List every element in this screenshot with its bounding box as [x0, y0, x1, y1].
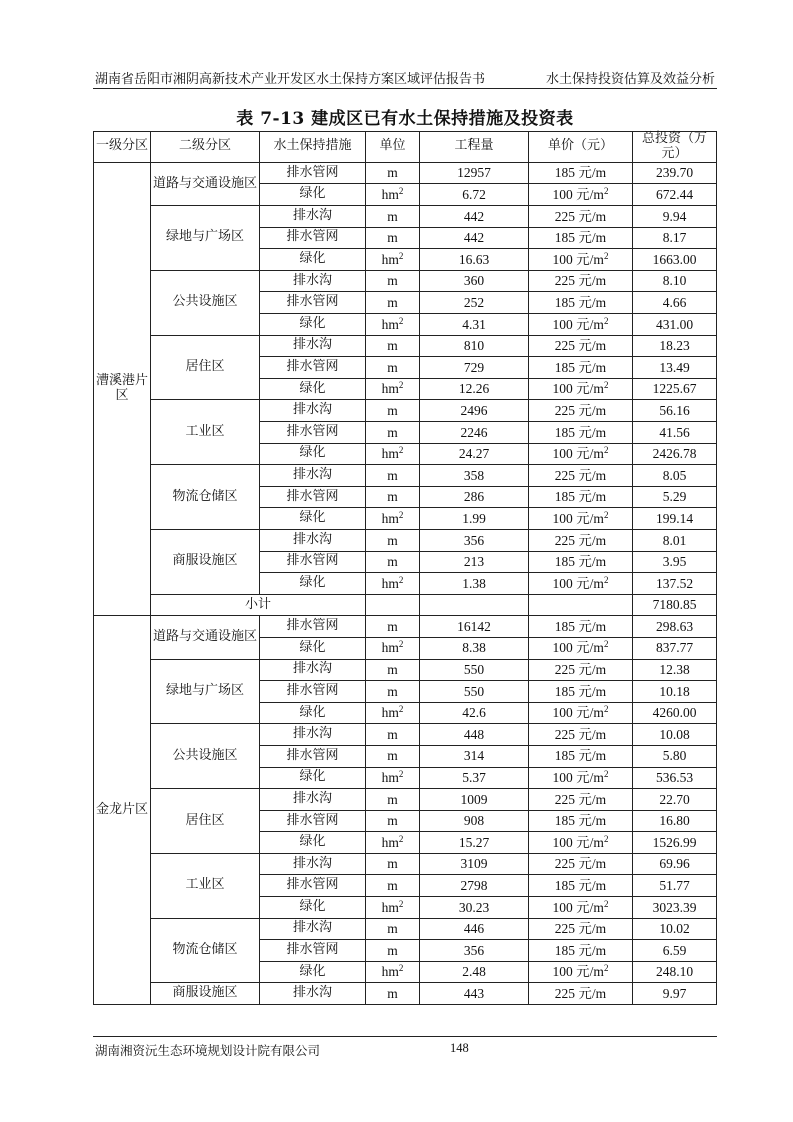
unit-price-cell: 225 元/m	[529, 724, 633, 746]
subtotal-label-cell: 小计	[151, 594, 366, 616]
total-investment-cell: 536.53	[633, 767, 717, 789]
quantity-cell: 314	[420, 745, 529, 767]
measure-cell: 排水管网	[260, 745, 366, 767]
quantity-cell: 24.27	[420, 443, 529, 465]
total-investment-cell: 69.96	[633, 853, 717, 875]
table-title: 表 7-13 建成区已有水土保持措施及投资表	[236, 109, 574, 129]
unit-cell: m	[366, 162, 420, 184]
measure-cell: 绿化	[260, 378, 366, 400]
unit-price-cell: 185 元/m	[529, 422, 633, 444]
quantity-cell: 446	[420, 918, 529, 940]
total-investment-cell: 837.77	[633, 637, 717, 659]
table-row	[94, 659, 717, 681]
total-investment-cell: 239.70	[633, 162, 717, 184]
unit-cell: m	[366, 335, 420, 357]
quantity-cell: 3109	[420, 853, 529, 875]
unit-cell: m	[366, 810, 420, 832]
quantity-cell: 1.99	[420, 508, 529, 530]
total-investment-cell: 2426.78	[633, 443, 717, 465]
quantity-cell: 8.38	[420, 637, 529, 659]
quantity-cell: 442	[420, 227, 529, 249]
unit-price-cell: 185 元/m	[529, 681, 633, 703]
unit-price-cell: 100 元$/m^2$	[529, 314, 633, 336]
secondary-zone-cell: 工业区	[151, 400, 260, 465]
unit-cell: m	[366, 400, 420, 422]
total-investment-cell: 8.01	[633, 529, 717, 551]
measure-cell: 排水管网	[260, 486, 366, 508]
measure-cell: 排水沟	[260, 270, 366, 292]
secondary-zone-cell: 居住区	[151, 789, 260, 854]
column-header: 一级分区	[94, 132, 151, 163]
unit-price-cell: 100 元$/m^2$	[529, 378, 633, 400]
total-investment-cell: 5.29	[633, 486, 717, 508]
column-header: 总投资（万元）	[633, 132, 717, 163]
total-investment-cell: 13.49	[633, 357, 717, 379]
table-row	[94, 853, 717, 875]
subtotal-row	[94, 594, 717, 616]
quantity-cell: 16.63	[420, 249, 529, 271]
unit-cell: m	[366, 940, 420, 962]
total-investment-cell: 56.16	[633, 400, 717, 422]
column-header: 水土保持措施	[260, 132, 366, 163]
quantity-cell: 360	[420, 270, 529, 292]
investment-table	[93, 131, 717, 1005]
total-investment-cell: 5.80	[633, 745, 717, 767]
table-row	[94, 724, 717, 746]
total-investment-cell: 9.97	[633, 983, 717, 1005]
secondary-zone-cell: 物流仓储区	[151, 918, 260, 983]
secondary-zone-cell: 商服设施区	[151, 983, 260, 1005]
secondary-zone-cell: 商服设施区	[151, 529, 260, 594]
table-row	[94, 789, 717, 811]
unit-cell: m	[366, 918, 420, 940]
secondary-zone-cell: 绿地与广场区	[151, 659, 260, 724]
unit-cell: m	[366, 292, 420, 314]
header-chapter-title: 水土保持投资估算及效益分析	[545, 72, 715, 87]
unit-cell: m	[366, 422, 420, 444]
unit-cell: m	[366, 724, 420, 746]
measure-cell: 绿化	[260, 897, 366, 919]
total-investment-cell: 22.70	[633, 789, 717, 811]
measure-cell: 绿化	[260, 314, 366, 336]
unit-price-cell: 225 元/m	[529, 465, 633, 487]
total-investment-cell: 8.10	[633, 270, 717, 292]
unit-cell: m	[366, 681, 420, 703]
unit-cell: m	[366, 486, 420, 508]
measure-cell: 排水管网	[260, 940, 366, 962]
quantity-cell: 12.26	[420, 378, 529, 400]
quantity-cell: 2246	[420, 422, 529, 444]
measure-cell: 排水沟	[260, 983, 366, 1005]
unit-price-cell: 185 元/m	[529, 810, 633, 832]
table-row	[94, 335, 717, 357]
total-investment-cell: 199.14	[633, 508, 717, 530]
table-row	[94, 529, 717, 551]
unit-price-cell: 100 元$/m^2$	[529, 573, 633, 595]
unit-price-cell: 225 元/m	[529, 853, 633, 875]
total-investment-cell: 8.05	[633, 465, 717, 487]
quantity-cell: 356	[420, 940, 529, 962]
unit-price-cell: 185 元/m	[529, 875, 633, 897]
measure-cell: 绿化	[260, 961, 366, 983]
unit-price-cell: 225 元/m	[529, 983, 633, 1005]
measure-cell: 排水管网	[260, 875, 366, 897]
unit-cell: $hm^2$	[366, 378, 420, 400]
total-investment-cell: 10.08	[633, 724, 717, 746]
secondary-zone-cell: 公共设施区	[151, 724, 260, 789]
quantity-cell: 12957	[420, 162, 529, 184]
total-investment-cell: 1526.99	[633, 832, 717, 854]
quantity-cell: 2496	[420, 400, 529, 422]
page-number: 148	[450, 1041, 469, 1055]
column-header: 单位	[366, 132, 420, 163]
unit-cell: $hm^2$	[366, 637, 420, 659]
unit-price-cell: 100 元$/m^2$	[529, 249, 633, 271]
unit-price-cell: 100 元$/m^2$	[529, 961, 633, 983]
quantity-cell: 908	[420, 810, 529, 832]
total-investment-cell: 431.00	[633, 314, 717, 336]
unit-cell: m	[366, 875, 420, 897]
unit-cell: $hm^2$	[366, 832, 420, 854]
measure-cell: 排水沟	[260, 918, 366, 940]
total-investment-cell: 298.63	[633, 616, 717, 638]
unit-price-cell: 225 元/m	[529, 206, 633, 228]
table-header-row	[94, 132, 717, 163]
unit-cell: m	[366, 357, 420, 379]
measure-cell: 排水沟	[260, 789, 366, 811]
measure-cell: 排水管网	[260, 551, 366, 573]
column-header: 二级分区	[151, 132, 260, 163]
primary-zone-cell: 金龙片区	[94, 616, 151, 1005]
quantity-cell: 810	[420, 335, 529, 357]
unit-cell: m	[366, 227, 420, 249]
footer-divider	[93, 1036, 717, 1037]
secondary-zone-cell: 工业区	[151, 853, 260, 918]
quantity-cell: 356	[420, 529, 529, 551]
measure-cell: 绿化	[260, 184, 366, 206]
measure-cell: 排水管网	[260, 292, 366, 314]
measure-cell: 绿化	[260, 637, 366, 659]
secondary-zone-cell: 道路与交通设施区	[151, 616, 260, 659]
unit-cell: $hm^2$	[366, 767, 420, 789]
table-row	[94, 983, 717, 1005]
table-row	[94, 465, 717, 487]
unit-price-cell: 185 元/m	[529, 551, 633, 573]
total-investment-cell: 4260.00	[633, 702, 717, 724]
quantity-cell: 286	[420, 486, 529, 508]
measure-cell: 绿化	[260, 702, 366, 724]
unit-cell: m	[366, 465, 420, 487]
quantity-cell: 443	[420, 983, 529, 1005]
quantity-cell: 2.48	[420, 961, 529, 983]
measure-cell: 绿化	[260, 767, 366, 789]
measure-cell: 绿化	[260, 443, 366, 465]
measure-cell: 排水管网	[260, 616, 366, 638]
column-header: 单价（元）	[529, 132, 633, 163]
empty-cell	[366, 594, 420, 616]
table-row	[94, 206, 717, 228]
measure-cell: 排水沟	[260, 400, 366, 422]
total-investment-cell: 1225.67	[633, 378, 717, 400]
header-document-title: 湖南省岳阳市湘阴高新技术产业开发区水土保持方案区域评估报告书	[95, 72, 486, 87]
empty-cell	[420, 594, 529, 616]
total-investment-cell: 4.66	[633, 292, 717, 314]
unit-price-cell: 185 元/m	[529, 940, 633, 962]
subtotal-total-cell: 7180.85	[633, 594, 717, 616]
unit-price-cell: 185 元/m	[529, 227, 633, 249]
unit-cell: $hm^2$	[366, 443, 420, 465]
unit-price-cell: 100 元$/m^2$	[529, 832, 633, 854]
unit-cell: m	[366, 529, 420, 551]
unit-price-cell: 225 元/m	[529, 789, 633, 811]
unit-cell: m	[366, 206, 420, 228]
table-row	[94, 270, 717, 292]
measure-cell: 绿化	[260, 508, 366, 530]
table-row	[94, 400, 717, 422]
unit-price-cell: 100 元$/m^2$	[529, 702, 633, 724]
total-investment-cell: 248.10	[633, 961, 717, 983]
quantity-cell: 1.38	[420, 573, 529, 595]
quantity-cell: 5.37	[420, 767, 529, 789]
quantity-cell: 2798	[420, 875, 529, 897]
quantity-cell: 442	[420, 206, 529, 228]
table-row	[94, 162, 717, 184]
unit-price-cell: 100 元$/m^2$	[529, 443, 633, 465]
unit-price-cell: 100 元$/m^2$	[529, 637, 633, 659]
measure-cell: 排水沟	[260, 853, 366, 875]
table-row	[94, 918, 717, 940]
secondary-zone-cell: 物流仓储区	[151, 465, 260, 530]
measure-cell: 排水沟	[260, 529, 366, 551]
total-investment-cell: 18.23	[633, 335, 717, 357]
measure-cell: 排水管网	[260, 227, 366, 249]
measure-cell: 排水沟	[260, 465, 366, 487]
unit-price-cell: 225 元/m	[529, 659, 633, 681]
unit-cell: m	[366, 745, 420, 767]
unit-cell: m	[366, 789, 420, 811]
unit-cell: $hm^2$	[366, 897, 420, 919]
total-investment-cell: 10.02	[633, 918, 717, 940]
total-investment-cell: 137.52	[633, 573, 717, 595]
unit-price-cell: 100 元$/m^2$	[529, 184, 633, 206]
total-investment-cell: 41.56	[633, 422, 717, 444]
measure-cell: 排水管网	[260, 422, 366, 444]
unit-cell: m	[366, 551, 420, 573]
header-divider	[93, 88, 717, 89]
quantity-cell: 729	[420, 357, 529, 379]
quantity-cell: 42.6	[420, 702, 529, 724]
measure-cell: 排水沟	[260, 659, 366, 681]
primary-zone-cell: 漕溪港片区	[94, 162, 151, 615]
unit-cell: $hm^2$	[366, 184, 420, 206]
column-header: 工程量	[420, 132, 529, 163]
quantity-cell: 252	[420, 292, 529, 314]
unit-price-cell: 185 元/m	[529, 616, 633, 638]
unit-cell: $hm^2$	[366, 961, 420, 983]
unit-cell: m	[366, 853, 420, 875]
measure-cell: 绿化	[260, 832, 366, 854]
measure-cell: 排水沟	[260, 724, 366, 746]
unit-price-cell: 225 元/m	[529, 270, 633, 292]
measure-cell: 排水管网	[260, 810, 366, 832]
secondary-zone-cell: 居住区	[151, 335, 260, 400]
total-investment-cell: 9.94	[633, 206, 717, 228]
total-investment-cell: 12.38	[633, 659, 717, 681]
quantity-cell: 550	[420, 681, 529, 703]
total-investment-cell: 16.80	[633, 810, 717, 832]
unit-price-cell: 225 元/m	[529, 400, 633, 422]
measure-cell: 排水管网	[260, 681, 366, 703]
empty-cell	[529, 594, 633, 616]
total-investment-cell: 672.44	[633, 184, 717, 206]
total-investment-cell: 1663.00	[633, 249, 717, 271]
unit-price-cell: 185 元/m	[529, 162, 633, 184]
table-body	[94, 162, 717, 1004]
measure-cell: 排水沟	[260, 206, 366, 228]
unit-price-cell: 100 元$/m^2$	[529, 897, 633, 919]
quantity-cell: 213	[420, 551, 529, 573]
unit-cell: $hm^2$	[366, 314, 420, 336]
footer-company: 湖南湘资沅生态环境规划设计院有限公司	[95, 1043, 321, 1058]
quantity-cell: 15.27	[420, 832, 529, 854]
table-row	[94, 616, 717, 638]
unit-cell: $hm^2$	[366, 573, 420, 595]
quantity-cell: 358	[420, 465, 529, 487]
quantity-cell: 6.72	[420, 184, 529, 206]
secondary-zone-cell: 绿地与广场区	[151, 206, 260, 271]
secondary-zone-cell: 公共设施区	[151, 270, 260, 335]
total-investment-cell: 3.95	[633, 551, 717, 573]
unit-price-cell: 100 元$/m^2$	[529, 767, 633, 789]
measure-cell: 排水沟	[260, 335, 366, 357]
total-investment-cell: 8.17	[633, 227, 717, 249]
secondary-zone-cell: 道路与交通设施区	[151, 162, 260, 205]
measure-cell: 绿化	[260, 249, 366, 271]
unit-price-cell: 185 元/m	[529, 486, 633, 508]
unit-cell: $hm^2$	[366, 702, 420, 724]
unit-price-cell: 185 元/m	[529, 357, 633, 379]
quantity-cell: 1009	[420, 789, 529, 811]
total-investment-cell: 10.18	[633, 681, 717, 703]
unit-price-cell: 225 元/m	[529, 529, 633, 551]
quantity-cell: 4.31	[420, 314, 529, 336]
unit-price-cell: 185 元/m	[529, 745, 633, 767]
unit-cell: m	[366, 270, 420, 292]
unit-cell: m	[366, 983, 420, 1005]
total-investment-cell: 3023.39	[633, 897, 717, 919]
measure-cell: 排水管网	[260, 162, 366, 184]
unit-price-cell: 225 元/m	[529, 918, 633, 940]
measure-cell: 排水管网	[260, 357, 366, 379]
unit-cell: $hm^2$	[366, 249, 420, 271]
total-investment-cell: 6.59	[633, 940, 717, 962]
unit-cell: m	[366, 616, 420, 638]
total-investment-cell: 51.77	[633, 875, 717, 897]
unit-price-cell: 225 元/m	[529, 335, 633, 357]
quantity-cell: 448	[420, 724, 529, 746]
unit-cell: $hm^2$	[366, 508, 420, 530]
quantity-cell: 30.23	[420, 897, 529, 919]
unit-price-cell: 100 元$/m^2$	[529, 508, 633, 530]
quantity-cell: 550	[420, 659, 529, 681]
unit-cell: m	[366, 659, 420, 681]
measure-cell: 绿化	[260, 573, 366, 595]
unit-price-cell: 185 元/m	[529, 292, 633, 314]
quantity-cell: 16142	[420, 616, 529, 638]
